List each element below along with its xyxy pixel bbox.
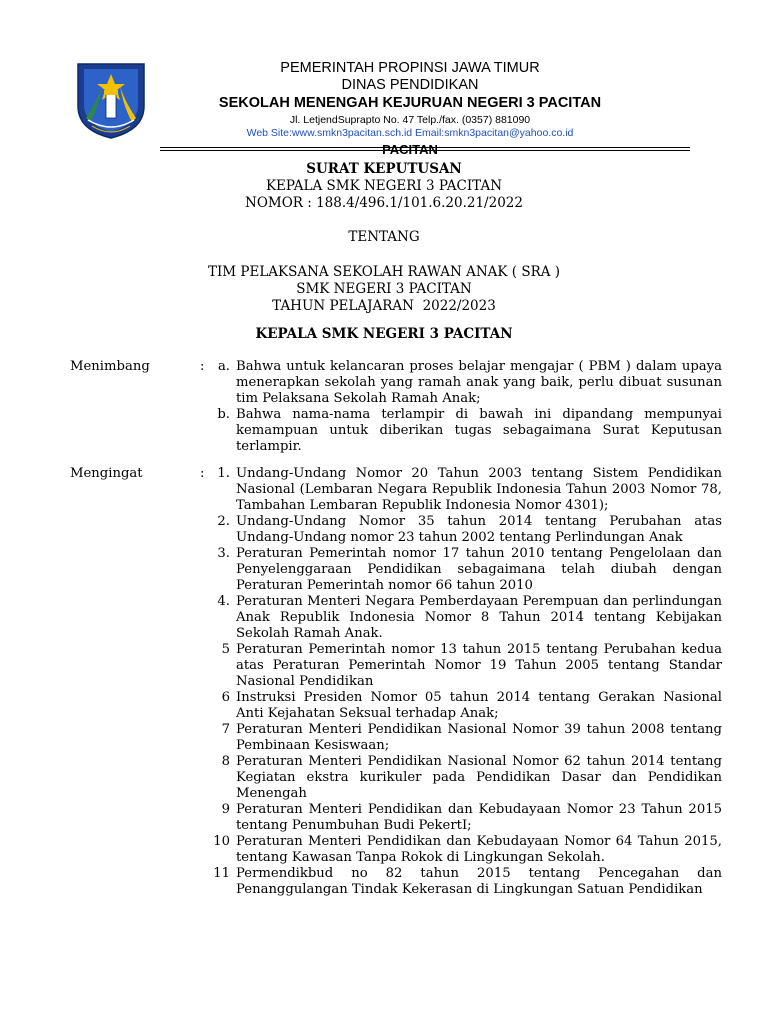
- list-item-text: Peraturan Pemerintah nomor 17 tahun 2010 tentang Pengelolaan dan Penyelenggaraan Pendidikan sebagaimana telah diubah dengan Peraturan Pemerintah nomor 66 tahun 2010: [236, 546, 722, 593]
- decree-tentang: TENTANG: [348, 229, 420, 245]
- province-emblem-icon: [68, 60, 154, 140]
- list-item-number: a.: [217, 359, 230, 374]
- list-item: [210, 466, 722, 514]
- list-item-text: Peraturan Menteri Pendidikan dan Kebudayaan Nomor 64 Tahun 2015, tentang Kawasan Tanpa Rokok di Lingkungan Sekolah.: [236, 834, 722, 865]
- list-item: [210, 546, 722, 594]
- letterhead-department: DINAS PENDIDIKAN: [341, 77, 479, 93]
- letterhead-school-name: SEKOLAH MENENGAH KEJURUAN NEGERI 3 PACITAN: [218, 95, 602, 111]
- list-item-text: Bahwa nama-nama terlampir di bawah ini dipandang mempunyai kemampuan untuk diberikan tugas sebagaimana Surat Keputusan terlampir.: [236, 407, 722, 454]
- list-item-number: 11: [213, 866, 230, 881]
- list-item: [210, 690, 722, 722]
- decree-authority: [0, 326, 768, 343]
- mengingat-colon: :: [200, 466, 205, 481]
- list-item-text: Peraturan Menteri Pendidikan Nasional Nomor 62 tahun 2014 tentang Kegiatan ekstra kurikuler pada Pendidikan Dasar dan Pendidikan Menengah: [236, 754, 722, 801]
- decree-authority-title: KEPALA SMK NEGERI 3 PACITAN: [255, 326, 513, 342]
- list-item: [210, 359, 722, 407]
- list-item-number: 8: [221, 754, 230, 769]
- list-item-text: Bahwa untuk kelancaran proses belajar mengajar ( PBM ) dalam upaya menerapkan sekolah yang ramah anak yang baik, perlu dibuat susunan tim Pelaksana Sekolah Ramah Anak;: [236, 359, 722, 406]
- menimbang-list: [210, 359, 722, 455]
- letterhead-address: Jl. LetjendSuprapto No. 47 Telp./fax. (0357) 881090: [289, 114, 531, 126]
- list-item-text: Undang-Undang Nomor 35 tahun 2014 tentang Perubahan atas Undang-Undang nomor 23 tahun 2002 tentang Perlindungan Anak: [236, 514, 722, 545]
- list-item-number: 2.: [217, 514, 230, 529]
- letterhead-divider-thin: [160, 150, 690, 151]
- list-item-text: Peraturan Menteri Pendidikan Nasional Nomor 39 tahun 2008 tentang Pembinaan Kesiswaan;: [236, 722, 722, 753]
- list-item: [210, 834, 722, 866]
- decree-number: NOMOR : 188.4/496.1/101.6.20.21/2022: [245, 195, 523, 211]
- list-item: [210, 642, 722, 690]
- decree-issuer: KEPALA SMK NEGERI 3 PACITAN: [265, 178, 503, 194]
- letterhead-city: PACITAN: [382, 142, 438, 157]
- menimbang-label: Menimbang: [70, 359, 150, 374]
- letterhead-government: PEMERINTAH PROPINSI JAWA TIMUR: [280, 60, 540, 76]
- list-item-text: Undang-Undang Nomor 20 Tahun 2003 tentang Sistem Pendidikan Nasional (Lembaran Negara Republik Indonesia Tahun 2003 Nomor 78, Tambahan Lembaran Republik Indonesia Nomor 4301);: [236, 466, 722, 513]
- decree-about: [0, 229, 768, 246]
- list-item: [210, 866, 722, 898]
- decree-subject-line2: SMK NEGERI 3 PACITAN: [296, 281, 472, 297]
- list-item-number: 7: [221, 722, 230, 737]
- list-item-number: 1.: [217, 466, 230, 481]
- letterhead-web-email: Web Site:www.smkn3pacitan.sch.id Email:smkn3pacitan@yahoo.co.id: [246, 127, 574, 139]
- decree-header: [0, 161, 768, 212]
- list-item-number: 6: [221, 690, 230, 705]
- decree-subject-line1: TIM PELAKSANA SEKOLAH RAWAN ANAK ( SRA ): [207, 264, 561, 280]
- list-item-number: b.: [217, 407, 230, 422]
- letterhead-divider: [160, 147, 690, 148]
- list-item-number: 5: [221, 642, 230, 657]
- list-item: [210, 802, 722, 834]
- decree-heading: SURAT KEPUTUSAN: [306, 161, 462, 177]
- list-item: [210, 407, 722, 455]
- list-item-text: Peraturan Menteri Pendidikan dan Kebudayaan Nomor 23 Tahun 2015 tentang Penumbuhan Budi PekertI;: [236, 802, 722, 833]
- mengingat-list: [210, 466, 722, 898]
- decree-subject: [0, 264, 768, 315]
- decree-subject-line3: TAHUN PELAJARAN 2022/2023: [272, 298, 496, 314]
- list-item: [210, 594, 722, 642]
- list-item-text: Peraturan Menteri Negara Pemberdayaan Perempuan dan perlindungan Anak Republik Indonesia Nomor 8 Tahun 2014 tentang Kebijakan Sekolah Ramah Anak.: [236, 594, 722, 641]
- menimbang-colon: :: [200, 359, 205, 374]
- list-item-text: Peraturan Pemerintah nomor 13 tahun 2015 tentang Perubahan kedua atas Peraturan Pemerintah Nomor 19 Tahun 2005 tentang Standar Nasional Pendidikan: [236, 642, 722, 689]
- letterhead: [160, 60, 660, 158]
- list-item-text: Permendikbud no 82 tahun 2015 tentang Pencegahan dan Penanggulangan Tindak Kekerasan di Lingkungan Satuan Pendidikan: [236, 866, 722, 897]
- mengingat-label: Mengingat: [70, 466, 143, 481]
- list-item-number: 3.: [217, 546, 230, 561]
- list-item: [210, 514, 722, 546]
- list-item-number: 10: [213, 834, 230, 849]
- list-item-text: Instruksi Presiden Nomor 05 tahun 2014 tentang Gerakan Nasional Anti Kejahatan Seksual terhadap Anak;: [236, 690, 722, 721]
- list-item: [210, 754, 722, 802]
- list-item-number: 9: [221, 802, 230, 817]
- list-item-number: 4.: [217, 594, 230, 609]
- list-item: [210, 722, 722, 754]
